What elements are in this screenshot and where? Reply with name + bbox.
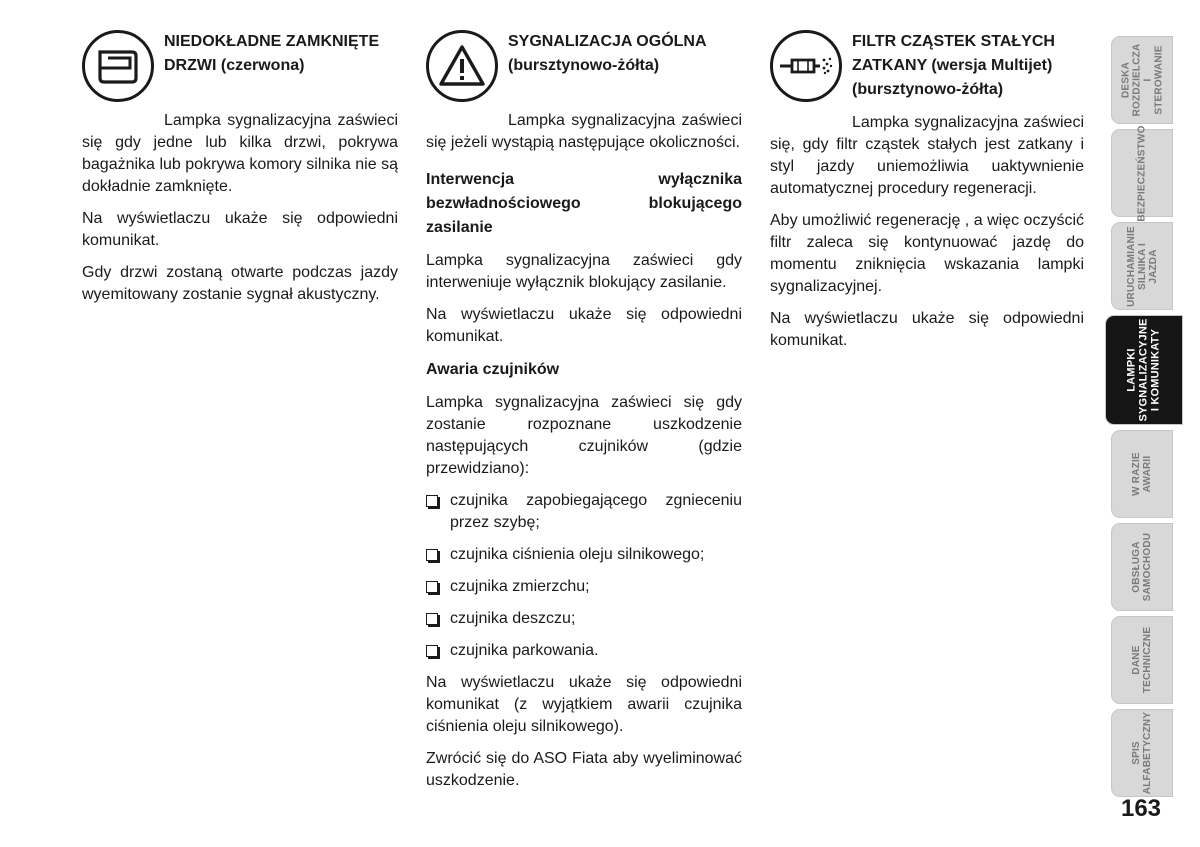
checkbox-bullet-icon bbox=[426, 495, 438, 507]
particulate-filter-paragraph: Na wyświetlaczu ukaże się odpowiedni komunikat. bbox=[770, 310, 1084, 349]
particulate-filter-icon bbox=[770, 30, 842, 102]
tab-emergency[interactable]: W RAZIE AWARII bbox=[1111, 430, 1173, 518]
checkbox-bullet-icon bbox=[426, 645, 438, 657]
list-item: czujnika ciśnienia oleju silnikowego; bbox=[426, 544, 742, 566]
list-item: czujnika zapobiegającego zgnieceniu przez szybę; bbox=[426, 490, 742, 534]
sensor-failure-paragraph: Na wyświetlaczu ukaże się odpowiedni komunikat (z wyjątkiem awarii czujnika ciśnienia oleju silnikowego). bbox=[426, 674, 742, 735]
chapter-tabs bbox=[1111, 36, 1181, 802]
particulate-filter-paragraph: Lampka sygnalizacyjna zaświeci się, gdy filtr cząstek stałych jest zatkany i styl jazdy uniemożliwia uaktywnienie automatycznej procedury regeneracji. bbox=[770, 114, 1084, 197]
checkbox-bullet-icon bbox=[426, 549, 438, 561]
inertia-switch-paragraph: Lampka sygnalizacyjna zaświeci gdy interweniuje wyłącznik blokujący zasilanie. bbox=[426, 252, 742, 291]
particulate-filter-header bbox=[770, 30, 1084, 102]
particulate-filter-title: FILTR CZĄSTEK STAŁYCH ZATKANY (wersja Multijet) (bursztynowo-żółta) bbox=[852, 33, 1055, 98]
door-warning-header bbox=[82, 30, 398, 102]
door-warning-title: NIEDOKŁADNE ZAMKNIĘTE DRZWI (czerwona) bbox=[164, 33, 380, 74]
checkbox-bullet-icon bbox=[426, 613, 438, 625]
door-warning-paragraph: Lampka sygnalizacyjna zaświeci się gdy jedne lub kilka drzwi, pokrywa bagażnika lub pokrywa komory silnika nie są dokładnie zamknięte. bbox=[82, 112, 398, 195]
list-item: czujnika parkowania. bbox=[426, 640, 742, 662]
list-item: czujnika deszczu; bbox=[426, 608, 742, 630]
general-warning-title: SYGNALIZACJA OGÓLNA (bursztynowo-żółta) bbox=[508, 33, 706, 74]
column-door-warning bbox=[82, 30, 398, 316]
general-warning-intro: Lampka sygnalizacyjna zaświeci się jeżeli wystąpią następujące okoliczności. bbox=[426, 112, 742, 151]
tab-starting-driving[interactable]: URUCHAMIANIE SILNIKA I JAZDA bbox=[1111, 222, 1173, 310]
tab-safety[interactable]: BEZPIECZEŃSTWO bbox=[1111, 129, 1173, 217]
tab-dashboard-controls[interactable]: DESKA ROZDZIELCZA I STEROWANIE bbox=[1111, 36, 1173, 124]
list-item: czujnika zmierzchu; bbox=[426, 576, 742, 598]
tab-maintenance[interactable]: OBSŁUGA SAMOCHODU bbox=[1111, 523, 1173, 611]
warning-triangle-icon bbox=[426, 30, 498, 102]
particulate-filter-paragraph: Aby umożliwić regenerację , a więc oczyścić filtr zaleca się kontynuować jazdę do momentu zniknięcia wskazania lampki sygnalizacyjnej. bbox=[770, 212, 1084, 295]
door-warning-paragraph: Gdy drzwi zostaną otwarte podczas jazdy wyemitowany zostanie sygnał akustyczny. bbox=[82, 264, 398, 303]
door-warning-paragraph: Na wyświetlaczu ukaże się odpowiedni komunikat. bbox=[82, 210, 398, 249]
checkbox-bullet-icon bbox=[426, 581, 438, 593]
general-warning-header bbox=[426, 30, 742, 102]
sensor-failure-paragraph: Zwrócić się do ASO Fiata aby wyeliminować uszkodzenie. bbox=[426, 750, 742, 789]
column-general-warning bbox=[426, 30, 742, 802]
tab-technical-data[interactable]: DANE TECHNICZNE bbox=[1111, 616, 1173, 704]
tab-index[interactable]: SPIS ALFABETYCZNY bbox=[1111, 709, 1173, 797]
sensor-failure-subheading: Awaria czujników bbox=[426, 361, 560, 378]
tab-warning-lights[interactable]: LAMPKI SYGNALIZACYJNE I KOMUNIKATY bbox=[1105, 315, 1183, 425]
door-open-icon bbox=[82, 30, 154, 102]
column-particulate-filter bbox=[770, 30, 1084, 362]
page-number: 163 bbox=[1120, 795, 1162, 822]
inertia-switch-paragraph: Na wyświetlaczu ukaże się odpowiedni komunikat. bbox=[426, 306, 742, 345]
inertia-switch-subheading: Interwencja wyłącznika bezwładnościowego blokującego zasilanie bbox=[426, 171, 742, 236]
sensor-failure-intro: Lampka sygnalizacyjna zaświeci się gdy zostanie rozpoznane uszkodzenie następujących czujników (gdzie przewidziano): bbox=[426, 394, 742, 477]
sensor-list bbox=[426, 490, 742, 662]
